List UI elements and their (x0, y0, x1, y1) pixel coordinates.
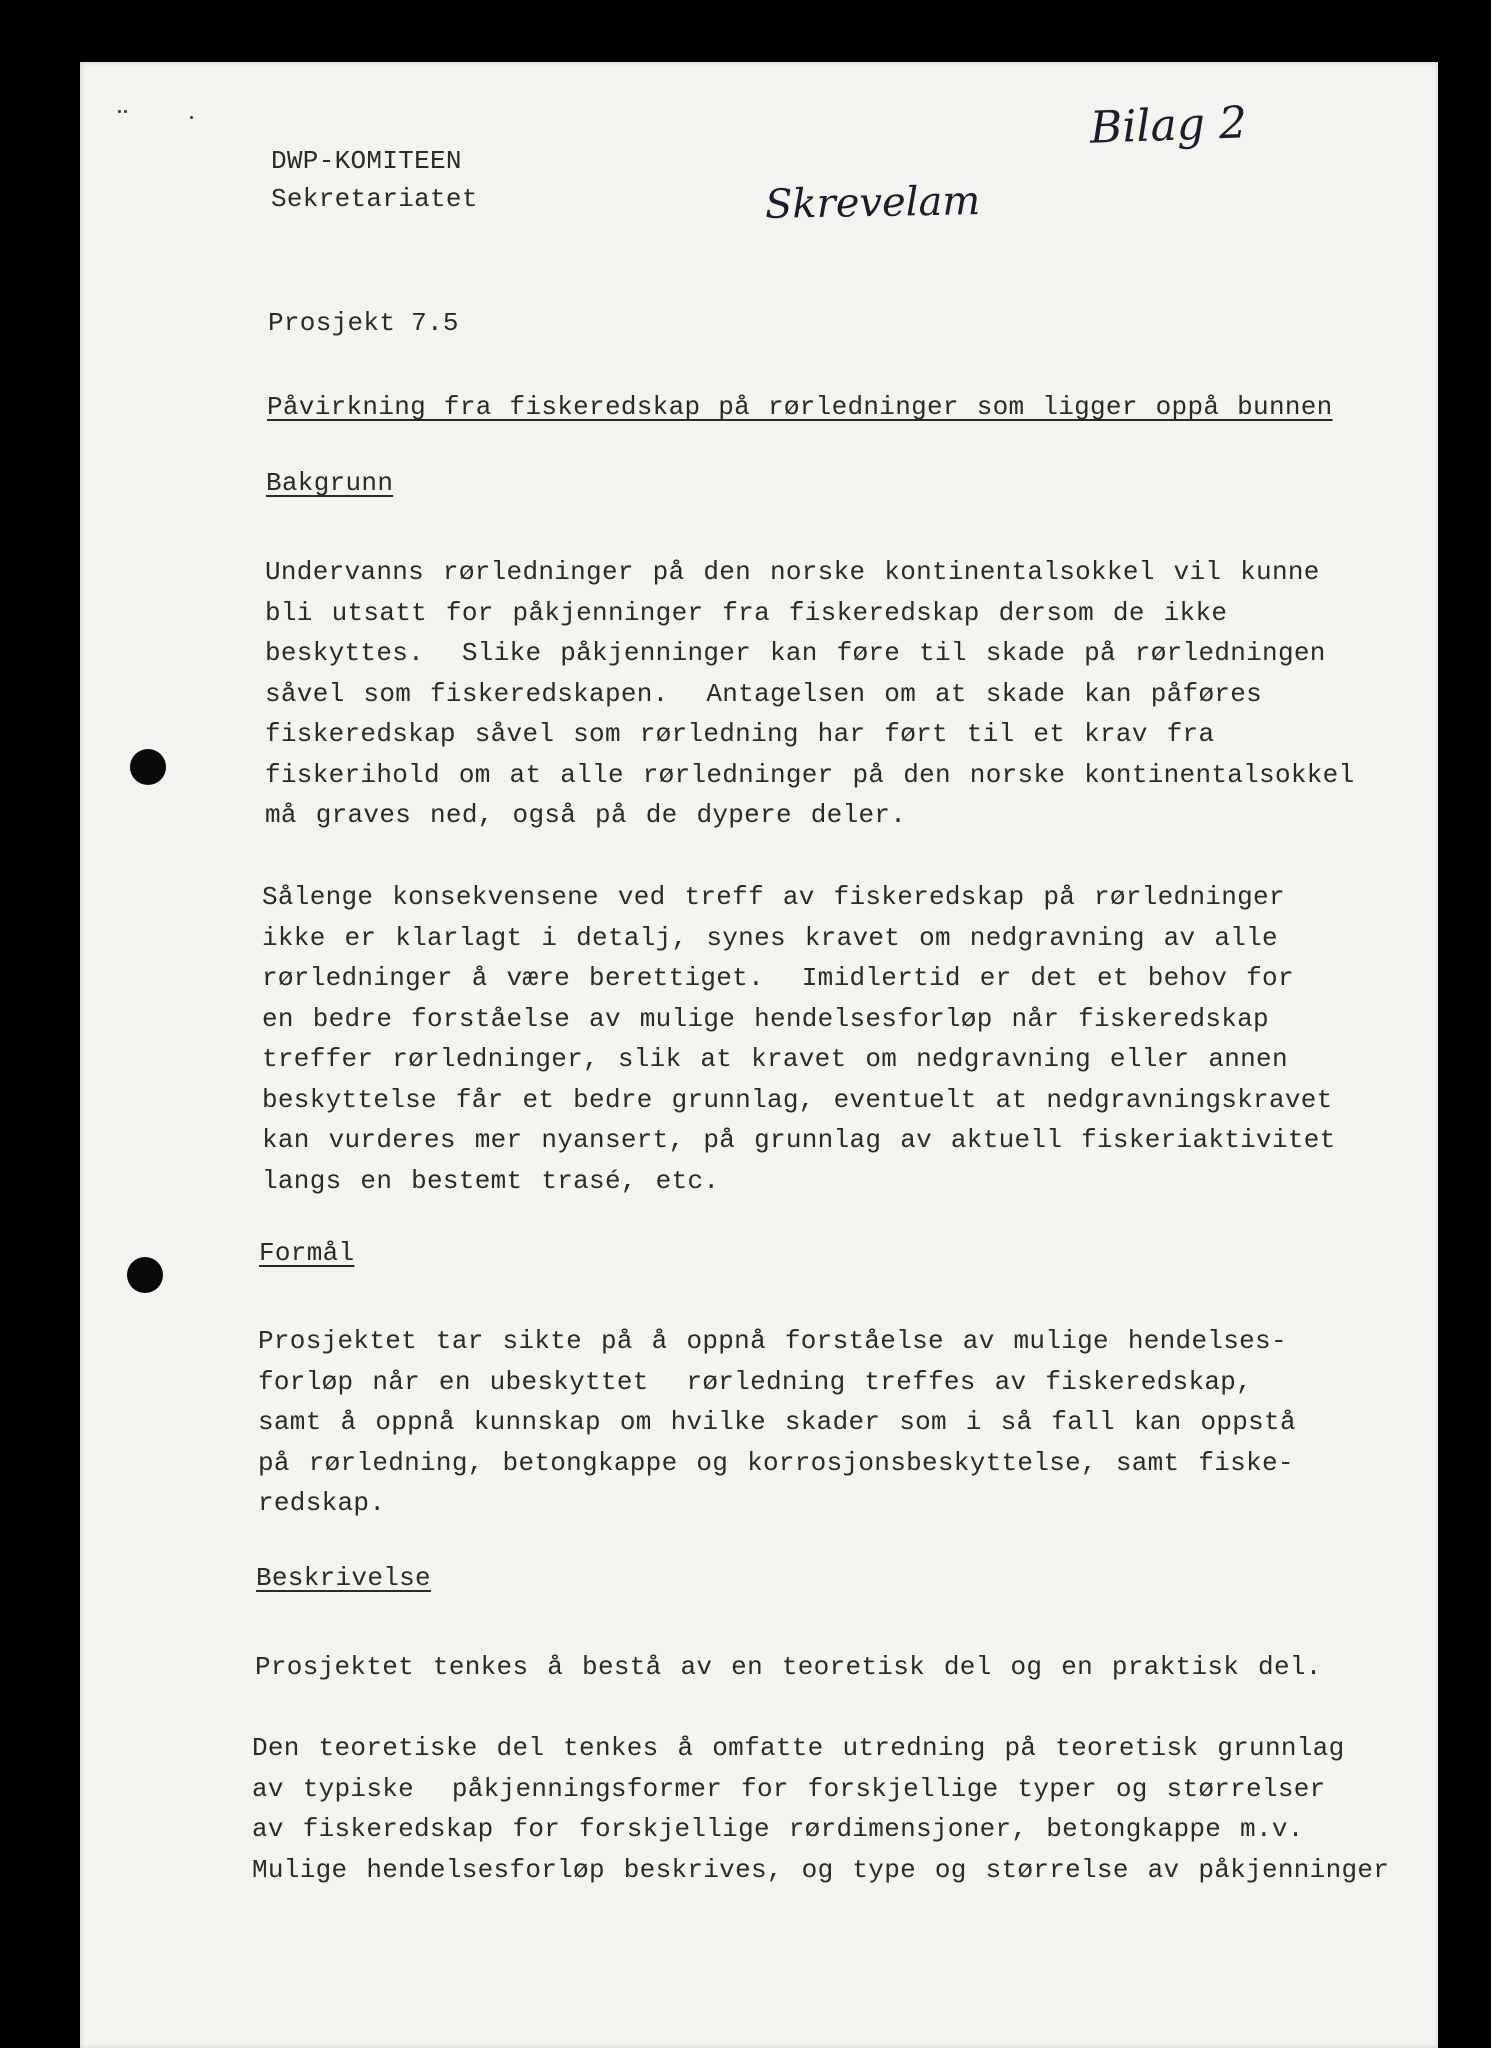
text-line: samt å oppnå kunnskap om hvilke skader som i så fall kan oppstå (258, 1407, 1296, 1437)
text-line: en bedre forståelse av mulige hendelsesforløp når fiskeredskap (262, 1003, 1269, 1034)
text-line: Mulige hendelsesforløp beskrives, og type og størrelse av påkjenninger (252, 1854, 1390, 1885)
text-line: beskyttelse får et bedre grunnlag, eventuelt at nedgravningskravet (262, 1084, 1333, 1115)
text-line: redskap. (258, 1488, 386, 1518)
text-line: fiskerihold om at alle rørledninger på den norske kontinentalsokkel (265, 759, 1355, 790)
text-line: Sålenge konsekvensene ved treff av fiskeredskap på rørledninger (262, 882, 1285, 912)
project-number: Prosjekt 7.5 (268, 308, 459, 338)
text-line: kan vurderes mer nyansert, på grunnlag av aktuell fiskeriaktivitet (262, 1125, 1336, 1155)
text-line: må graves ned, også på de dypere deler. (265, 800, 907, 830)
bakgrunn-paragraph-2 (262, 877, 1336, 1201)
text-line: ikke er klarlagt i detalj, synes kravet om nedgravning av alle (262, 922, 1278, 953)
text-line: fiskeredskap såvel som rørledning har ført til et krav fra (265, 719, 1215, 749)
text-line: Prosjektet tar sikte på å oppnå forståelse av mulige hendelses- (258, 1326, 1287, 1356)
text-line: såvel som fiskeredskapen. Antagelsen om at skade kan påføres (265, 678, 1263, 709)
speck (118, 110, 121, 113)
section-heading-bakgrunn: Bakgrunn (266, 468, 394, 498)
text-line: på rørledning, betongkappe og korrosjonsbeskyttelse, samt fiske- (258, 1447, 1294, 1478)
text-line: treffer rørledninger, slik at kravet om nedgravning eller annen (262, 1044, 1288, 1074)
section-heading-beskrivelse: Beskrivelse (256, 1563, 431, 1593)
text-line: bli utsatt for påkjenninger fra fiskeredskap dersom de ikke (265, 597, 1228, 628)
formal-paragraph (258, 1321, 1296, 1524)
text-line: av fiskeredskap for forskjellige rørdimensjoner, betongkappe m.v. (252, 1814, 1304, 1844)
beskrivelse-paragraph-1 (255, 1647, 1322, 1688)
bakgrunn-paragraph-1 (265, 552, 1354, 836)
committee-department: Sekretariatet (271, 184, 478, 214)
section-heading-formal: Formål (259, 1238, 355, 1268)
text-line: Undervanns rørledninger på den norske kontinentalsokkel vil kunne (265, 557, 1320, 587)
punch-hole-top (130, 749, 166, 785)
text-line: Den teoretiske del tenkes å omfatte utredning på teoretisk grunnlag (252, 1733, 1345, 1763)
text-line: rørledninger å være berettiget. Imidlertid er det et behov for (262, 963, 1294, 993)
speck (190, 116, 193, 119)
handwritten-bilag-note: Bilag 2 (1089, 97, 1248, 154)
punch-hole-bottom (127, 1257, 163, 1293)
document-title: Påvirkning fra fiskeredskap på rørledninger som ligger oppå bunnen (267, 392, 1333, 422)
committee-name: DWP-KOMITEEN (271, 146, 462, 176)
beskrivelse-paragraph-2 (252, 1728, 1389, 1890)
text-line: av typiske påkjenningsformer for forskjellige typer og størrelser (252, 1773, 1326, 1804)
text-line: forløp når en ubeskyttet rørledning treffes av fiskeredskap, (258, 1366, 1253, 1397)
speck (124, 110, 127, 113)
text-line: Prosjektet tenkes å bestå av en teoretisk del og en praktisk del. (255, 1652, 1322, 1682)
text-line: langs en bestemt trasé, etc. (262, 1165, 720, 1196)
handwritten-name-note: Skrevelam (764, 178, 981, 228)
text-line: beskyttes. Slike påkjenninger kan føre til skade på rørledningen (265, 638, 1326, 668)
